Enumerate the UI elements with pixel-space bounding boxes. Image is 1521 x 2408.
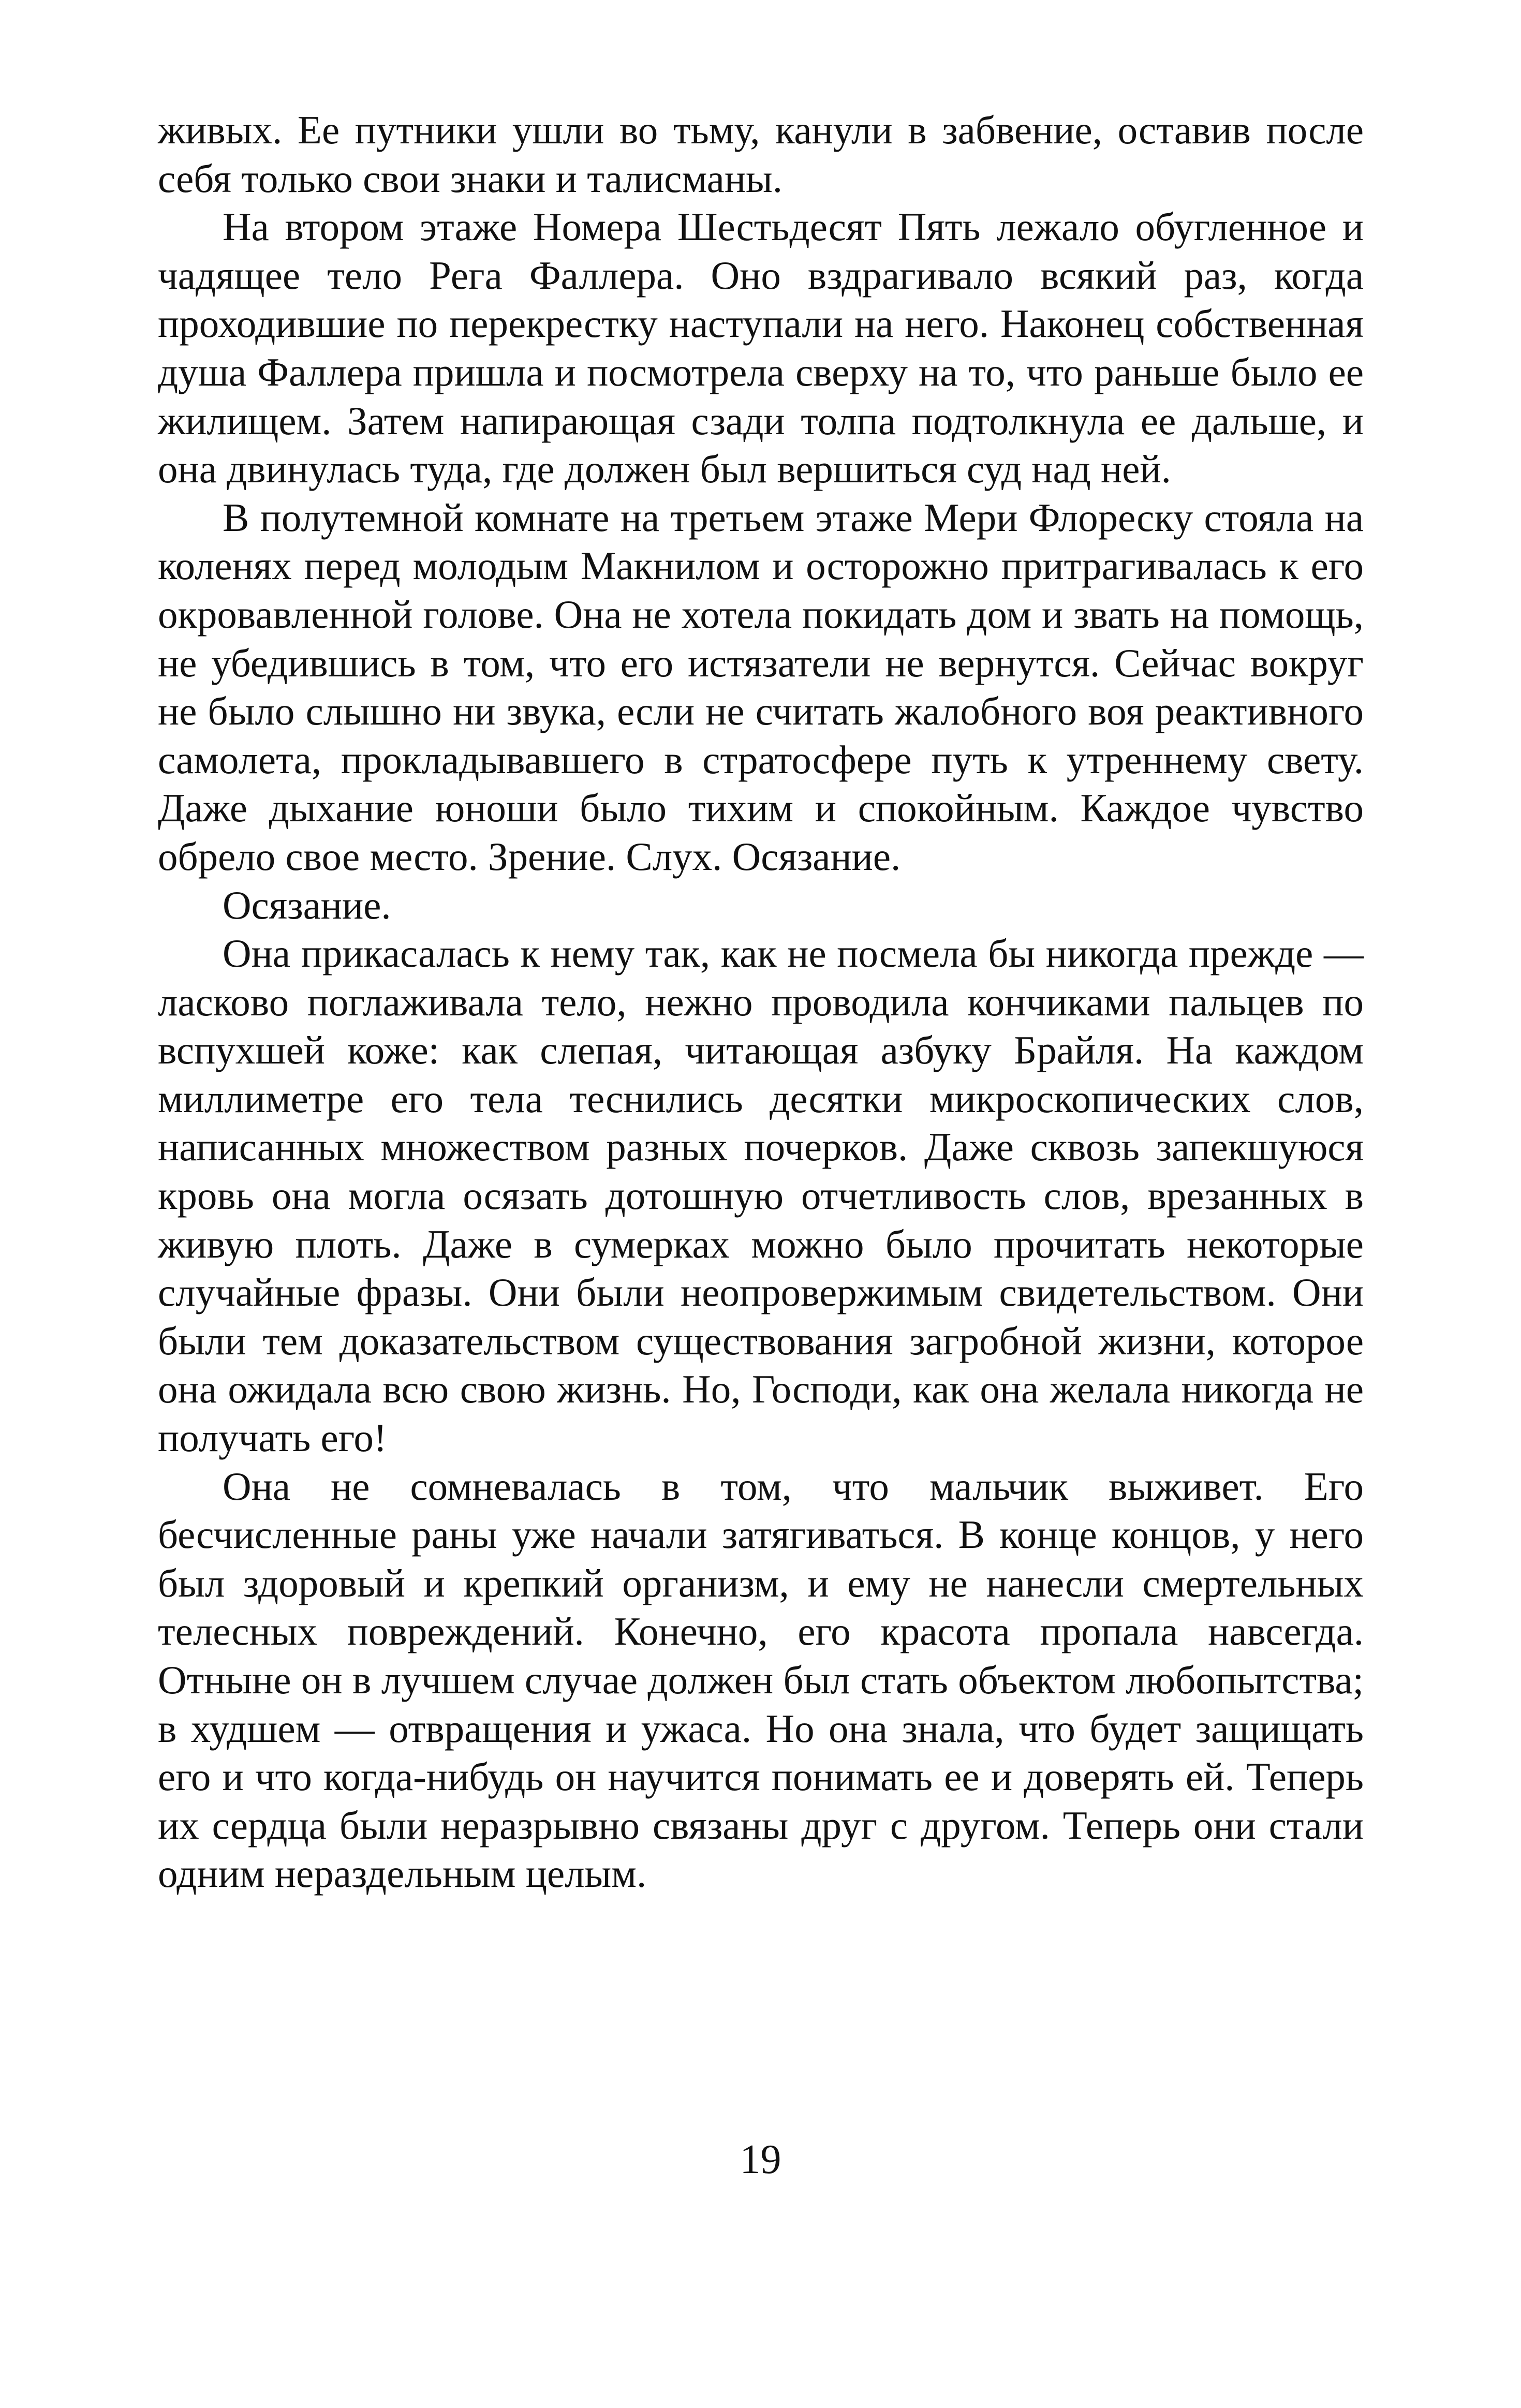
paragraph-mary-floresku: В полутемной комнате на третьем этаже Мери Флореску стояла на коленях перед молодым Макнилом и осторожно притрагивалась к его окровавленной голове. Она не хотела покидать дом и звать на помощь, не убедившись в том, что его истязатели не вернутся. Сейчас вокруг не было слышно ни звука, если не считать жалобного воя реактивного самолета, прокладывавшего в стратосфере путь к утреннему свету. Даже дыхание юноши было тихим и спокойным. Каждое чувство обрело свое место. Зрение. Слух. Осязание.	[158, 495, 1364, 879]
page-number: 19	[740, 2137, 781, 2182]
paragraph-faller: На втором этаже Номера Шестьдесят Пять лежало обугленное и чадящее тело Рега Фаллера. Оно вздрагивало всякий раз, когда проходившие по перекрестку наступали на него. Наконец собственная душа Фаллера пришла и посмотрела сверху на то, что раньше было ее жилищем. Затем напирающая сзади толпа подтолкнула ее дальше, и она двинулась туда, где должен был вершиться суд над ней.	[158, 204, 1364, 492]
paragraph-survival: Она не сомневалась в том, что мальчик выживет. Его бесчисленные раны уже начали затягиваться. В конце концов, у него был здоровый и крепкий организм, и ему не нанесли смертельных телесных повреждений. Конечно, его красота пропала навсегда. Отныне он в лучшем случае должен был стать объектом любопытства; в худшем — отвращения и ужаса. Но она знала, что будет защищать его и что когда-нибудь он научится понимать ее и доверять ей. Теперь их сердца были неразрывно связаны друг с другом. Теперь они стали одним нераздельным целым.	[158, 1464, 1364, 1896]
body-text	[158, 106, 1364, 1898]
paragraph-braille: Она прикасалась к нему так, как не посмела бы никогда прежде — ласково поглаживала тело, нежно проводила кончиками пальцев по вспухшей коже: как слепая, читающая азбуку Брайля. На каждом миллиметре его тела теснились десятки микроскопических слов, написанных множеством разных почерков. Даже сквозь запекшуюся кровь она могла осязать дотошную отчетливость слов, врезанных в живую плоть. Даже в сумерках можно было прочитать некоторые случайные фразы. Они были неопровержимым свидетельством. Они были тем доказательством существования загробной жизни, которое она ожидала всю свою жизнь. Но, Господи, как она желала никогда не получать его!	[158, 931, 1364, 1460]
paragraph-touch: Осязание.	[223, 882, 391, 927]
paragraph-continuation: живых. Ее путники ушли во тьму, канули в забвение, оставив после себя только свои знаки и талисманы.	[158, 108, 1364, 201]
